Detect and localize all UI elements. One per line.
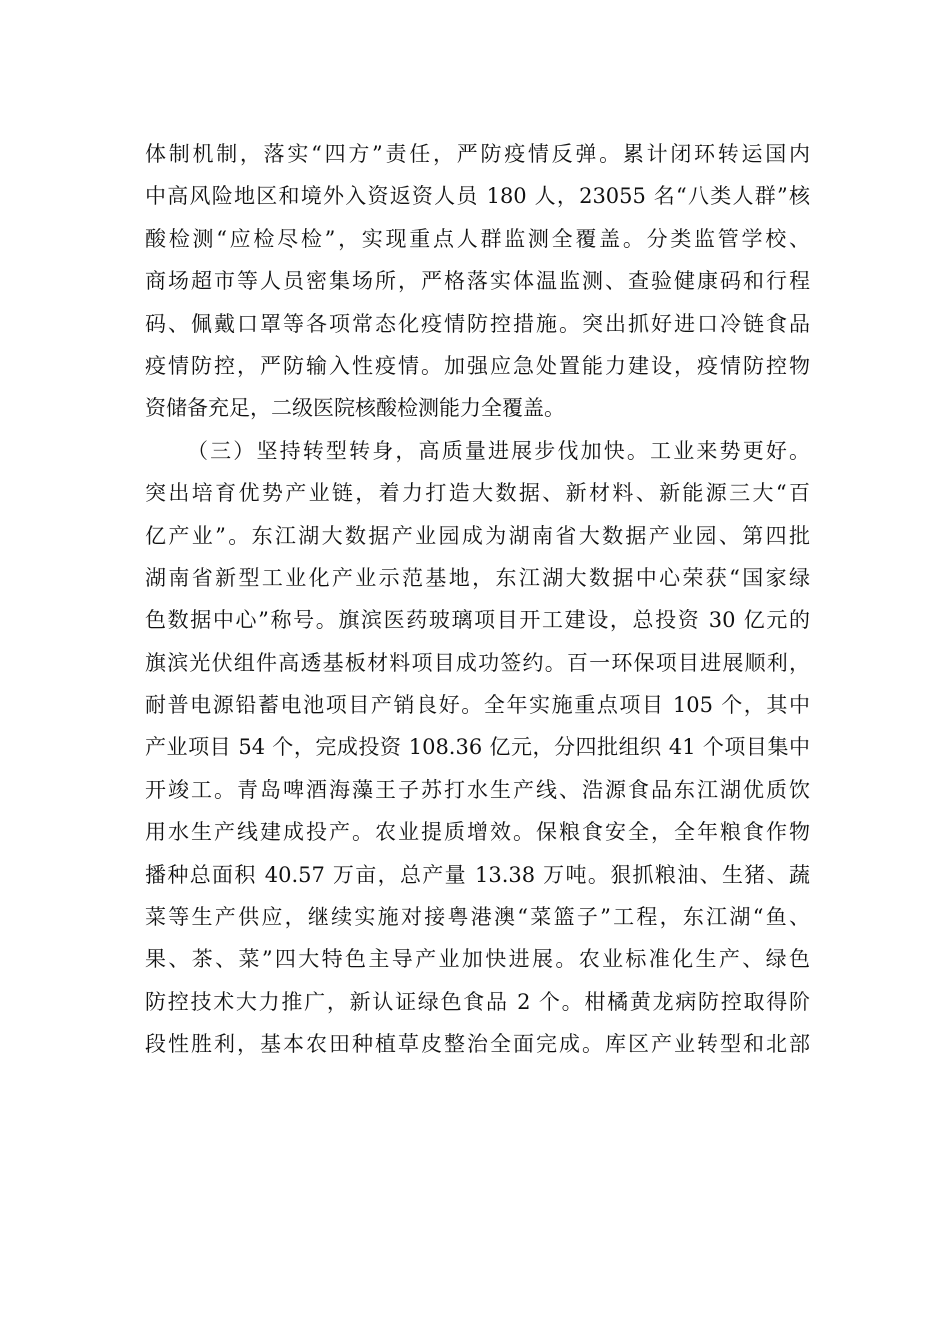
text-line: 旗滨光伏组件高透基板材料项目成功签约。百一环保项目进展顺利， [145, 650, 810, 675]
text-line: 疫情防控，严防输入性疫情。加强应急处置能力建设，疫情防控物 [145, 353, 810, 378]
text-line: 色数据中心”称号。旗滨医药玻璃项目开工建设，总投资 30 亿元的 [145, 608, 810, 633]
text-line: 用水生产线建成投产。农业提质增效。保粮食安全，全年粮食作物 [145, 820, 810, 845]
text-line: 防控技术大力推广，新认证绿色食品 2 个。柑橘黄龙病防控取得阶 [145, 989, 810, 1014]
text-line: 资储备充足，二级医院核酸检测能力全覆盖。 [145, 396, 565, 421]
text-line: 体制机制，落实“四方”责任，严防疫情反弹。累计闭环转运国内 [145, 142, 810, 166]
text-line: 播种总面积 40.57 万亩，总产量 13.38 万吨。狠抓粮油、生猪、蔬 [145, 862, 810, 887]
text-line: 菜等生产供应，继续实施对接粤港澳“菜篮子”工程，东江湖“鱼、 [145, 905, 810, 930]
text-line: 酸检测“应检尽检”，实现重点人群监测全覆盖。分类监管学校、 [145, 226, 810, 251]
text-line: 产业项目 54 个，完成投资 108.36 亿元，分四批组织 41 个项目集中 [145, 735, 810, 760]
body-text [145, 133, 810, 1066]
text-line: 耐普电源铅蓄电池项目产销良好。全年实施重点项目 105 个，其中 [145, 693, 810, 718]
text-line: 亿产业”。东江湖大数据产业园成为湖南省大数据产业园、第四批 [145, 523, 810, 548]
text-line: 中高风险地区和境外入资返资人员 180 人，23055 名“八类人群”核 [145, 184, 810, 209]
text-line: 湖南省新型工业化产业示范基地，东江湖大数据中心荣获“国家绿 [145, 565, 810, 590]
text-line: 果、茶、菜”四大特色主导产业加快进展。农业标准化生产、绿色 [145, 947, 810, 972]
text-line: 突出培育优势产业链，着力打造大数据、新材料、新能源三大“百 [145, 481, 810, 506]
text-line: 段性胜利，基本农田种植草皮整治全面完成。库区产业转型和北部 [145, 1032, 810, 1057]
text-line: 开竣工。青岛啤酒海藻王子苏打水生产线、浩源食品东江湖优质饮 [145, 777, 810, 802]
section-heading-line: （三）坚持转型转身，高质量进展步伐加快。工业来势更好。 [187, 438, 810, 463]
text-line: 商场超市等人员密集场所，严格落实体温监测、查验健康码和行程 [145, 269, 810, 294]
text-line: 码、佩戴口罩等各项常态化疫情防控措施。突出抓好进口冷链食品 [145, 311, 810, 336]
